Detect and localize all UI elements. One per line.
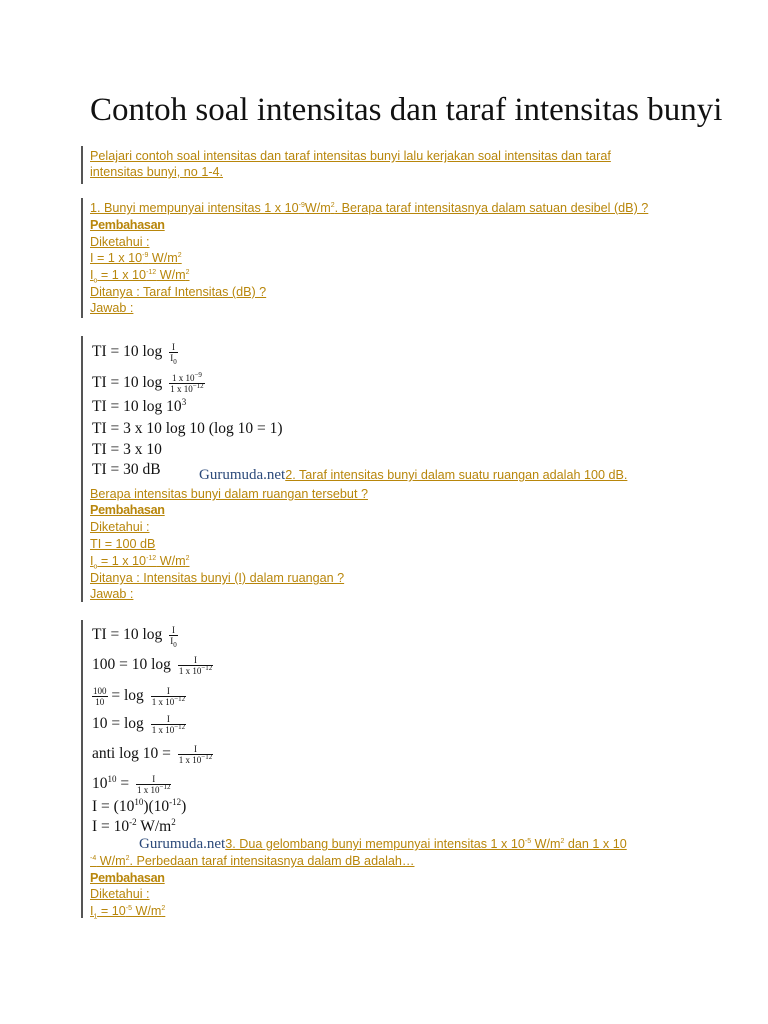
pembahasan-label[interactable]: Pembahasan — [90, 218, 165, 232]
equation-line: $10^{10}$ = $\frac{I}{1 x 10^{-12}}$ — [92, 773, 171, 795]
equation-line: TI = 30 dB — [92, 461, 161, 478]
question-2-continued[interactable]: Berapa intensitas bunyi dalam ruangan tersebut ? — [90, 487, 368, 501]
ditanya-label[interactable]: Ditanya : Taraf Intensitas (dB) ? — [90, 285, 267, 299]
given-reference-intensity[interactable]: $I_o = 1$ x $10^{-12}$ $W/m^2$ — [90, 554, 190, 571]
blockquote-bar — [81, 146, 83, 184]
diketahui-label[interactable]: Diketahui : — [90, 235, 150, 249]
watermark: Gurumuda.net — [199, 467, 286, 483]
equation-line: 10 = log $\frac{I}{1 x 10^{-12}}$ — [92, 714, 186, 735]
equation-line: TI = 10 $\log 10^3$ — [92, 396, 187, 415]
given-reference-intensity[interactable]: $I_o = 1$ x $10^{-12}$ $W/m^2$ — [90, 268, 190, 285]
equation-line: $I = (10^{10})(10^{-12})$ — [92, 796, 187, 815]
blockquote-bar — [81, 620, 83, 918]
given-intensity-1[interactable]: $I_1 = 10^{-5}$ $W/m^2$ — [90, 904, 166, 921]
equation-line: TI = 10 log $\frac{1 x 10^{-9}}{1 x 10^{-12}}$ — [92, 371, 204, 394]
blockquote-bar — [81, 198, 83, 318]
jawab-label[interactable]: Jawab : — [90, 301, 134, 315]
page-title: Contoh soal intensitas dan taraf intensitas bunyi — [90, 92, 723, 128]
equation-line: TI = 3 x 10 — [92, 441, 162, 458]
jawab-label[interactable]: Jawab : — [90, 587, 134, 601]
question-3[interactable]: Gurumuda.net3. Dua gelombang bunyi mempunyai intensitas 1 x $10^{-5}$ $W/m^2$ dan 1 x 10 — [139, 836, 627, 852]
given-intensity[interactable]: I = 1 x $10^{-9}$ $W/m^2$ — [90, 251, 182, 265]
given-level[interactable]: TI = 100 dB — [90, 537, 156, 551]
intro-line[interactable]: intensitas bunyi, no 1-4. — [90, 165, 224, 179]
intro-line[interactable]: Pelajari contoh soal intensitas dan taraf intensitas bunyi lalu kerjakan soal intensitas dan taraf — [90, 149, 611, 163]
equation-line: $\frac{100}{10}$ = log $\frac{I}{1 x 10^{-12}}$ — [93, 686, 186, 707]
equation-line: $I = 10^{-2}$ $W/m^2$ — [92, 816, 176, 835]
watermark: Gurumuda.net — [139, 836, 226, 852]
blockquote-bar — [81, 336, 83, 602]
pembahasan-label[interactable]: Pembahasan — [90, 503, 165, 517]
question-2[interactable]: Gurumuda.net2. Taraf intensitas bunyi dalam suatu ruangan adalah 100 dB. — [199, 467, 628, 483]
ditanya-label[interactable]: Ditanya : Intensitas bunyi (I) dalam ruangan ? — [90, 571, 345, 585]
pembahasan-label[interactable]: Pembahasan — [90, 871, 165, 885]
equation-line: 100 = 10 log $\frac{I}{1 x 10^{-12}}$ — [92, 655, 213, 676]
diketahui-label[interactable]: Diketahui : — [90, 520, 150, 534]
equation-line: TI = 10 log $\frac{I}{I_0}$ — [92, 625, 177, 649]
diketahui-label[interactable]: Diketahui : — [90, 887, 150, 901]
equation-line: anti log 10 = $\frac{I}{1 x 10^{-12}}$ — [92, 744, 213, 765]
question-3-continued[interactable]: $^{-4}$ $W/m^2$. Perbedaan taraf intensitasnya dalam dB adalah… — [90, 854, 415, 868]
equation-line: TI = 3 x 10 log 10 (log 10 = 1) — [92, 420, 283, 437]
equation-line: TI = 10 log $\frac{I}{I_0}$ — [92, 342, 177, 366]
question-1[interactable]: 1. Bunyi mempunyai intensitas 1 x $10^{-9}W/m^2$. Berapa taraf intensitasnya dalam satuan desibel (dB) ? — [90, 201, 649, 215]
